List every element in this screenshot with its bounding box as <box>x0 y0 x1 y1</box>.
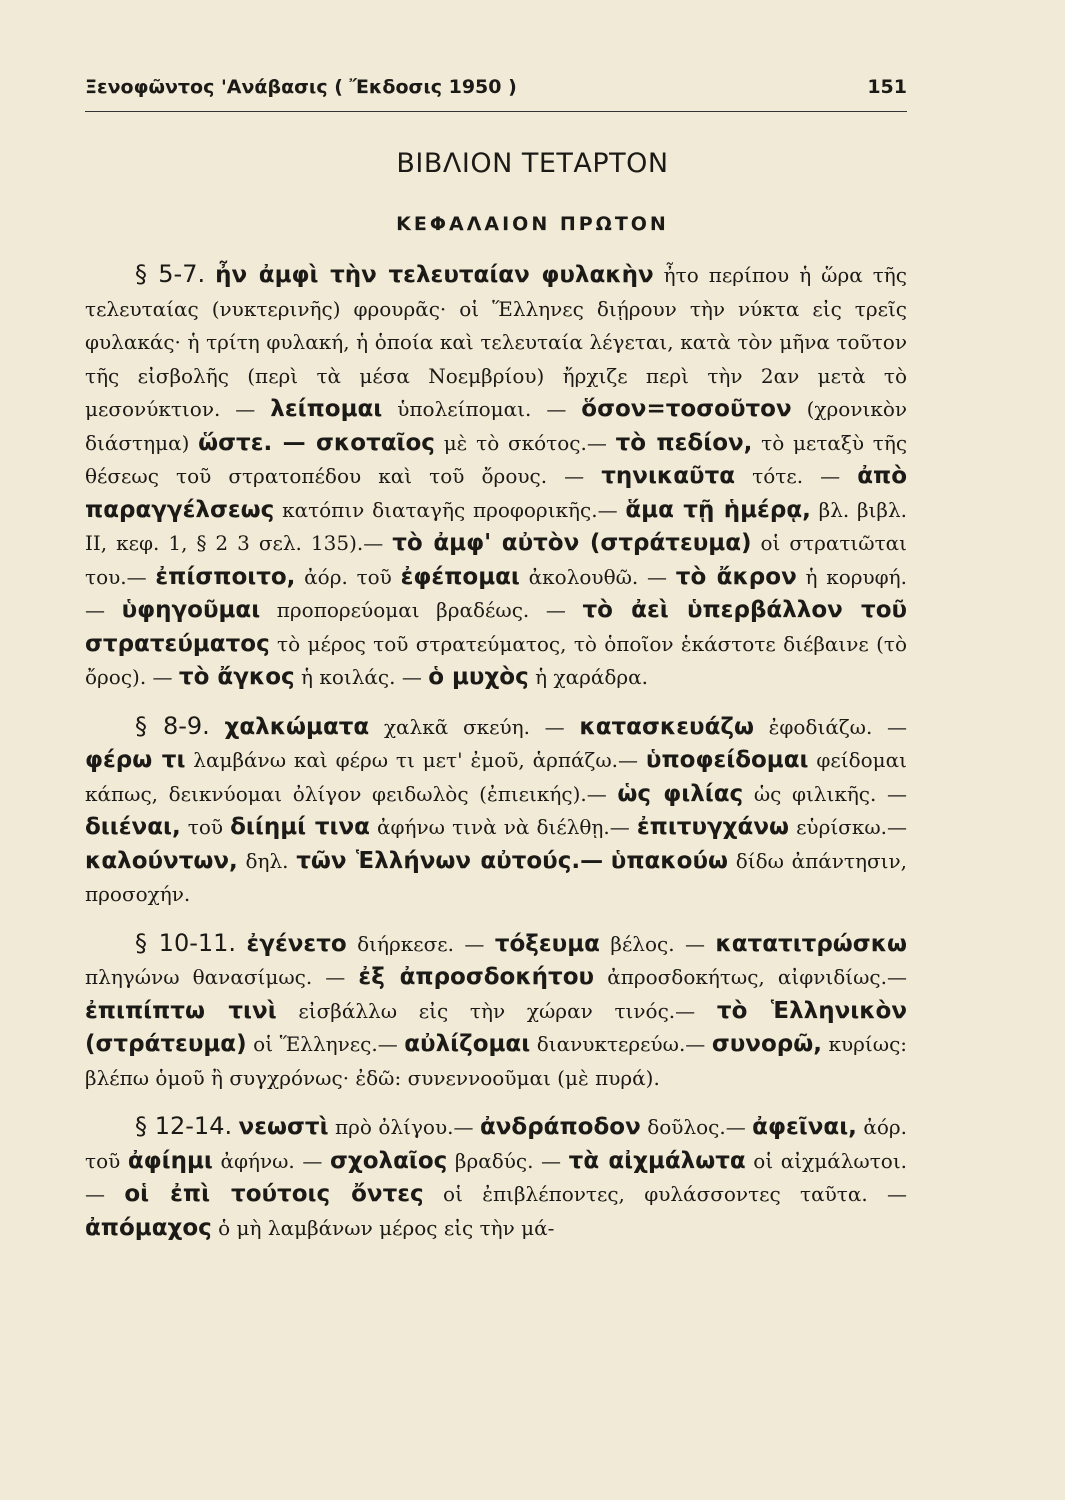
glossary-term: ὑφηγοῦμαι <box>121 597 261 623</box>
glossary-definition: (χρονικὸν διάστημα) <box>85 397 908 455</box>
running-head <box>85 76 907 98</box>
glossary-term: ὁ μυχὸς <box>428 664 529 690</box>
glossary-term: διίημί τινα <box>230 814 370 840</box>
glossary-term: τῶν Ἑλλήνων αὐτούς.— <box>296 847 604 874</box>
glossary-body <box>85 258 907 1260</box>
glossary-term: τόξευμα <box>494 930 600 957</box>
glossary-term: φέρω τι <box>85 747 186 773</box>
glossary-definition: ὡς φιλικῆς. — <box>753 781 907 806</box>
glossary-definition: ἡ κορυφή. — <box>85 564 908 622</box>
glossary-term: συνορῶ, <box>711 1031 822 1057</box>
glossary-term: αὐλίζομαι <box>404 1031 531 1057</box>
glossary-definition: πληγώνω θανασίμως. — <box>85 965 346 989</box>
glossary-definition: ἀόρ. τοῦ <box>304 564 392 589</box>
glossary-term: τὰ αἰχμάλωτα <box>568 1147 746 1174</box>
glossary-definition: ἀπροσδοκήτως, αἰφνιδίως.— <box>607 965 907 989</box>
glossary-term: τὸ ἄκρον <box>675 563 797 590</box>
glossary-definition: μὲ τὸ σκότος.— <box>443 430 607 455</box>
glossary-definition: βλ. βιβλ. II, κεφ. 1, § 2 3 σελ. 135).— <box>85 497 907 555</box>
glossary-term: ἀφίημι <box>127 1147 213 1174</box>
glossary-term: χαλκώματα <box>224 713 370 740</box>
glossary-term: ἦν ἀμφὶ τὴν τελευταίαν φυλακὴν <box>215 262 654 288</box>
glossary-definition: λαμβάνω καὶ φέρω τι μετ' ἐμοῦ, ἁρπάζω.— <box>193 748 639 772</box>
glossary-definition: εἰσβάλλω εἰς τὴν χώραν τινός.— <box>298 998 696 1023</box>
glossary-definition: ὑπολείπομαι. — <box>397 397 567 421</box>
glossary-definition: δηλ. <box>245 848 289 873</box>
glossary-term: σχολαῖος <box>329 1147 448 1174</box>
glossary-definition: οἱ στρατιῶται του.— <box>85 531 907 589</box>
glossary-term: ἀνδράποδον <box>479 1114 641 1140</box>
glossary-term: τὸ ἀμφ' αὐτὸν (στράτευμα) <box>392 530 752 556</box>
glossary-definition: διήρκεσε. — <box>357 931 485 956</box>
glossary-definition: οἱ Ἕλληνες.— <box>253 1032 398 1056</box>
glossary-definition: ἀόρ. τοῦ <box>85 1115 908 1173</box>
glossary-definition: ἀφήνω τινὰ νὰ διέλθῃ.— <box>377 815 630 839</box>
glossary-term: ἐγένετο <box>246 930 347 957</box>
glossary-term: κατατιτρώσκω <box>715 930 908 957</box>
glossary-term: ἀπόμαχος <box>85 1214 212 1241</box>
glossary-term: τὸ πεδίον, <box>615 429 753 456</box>
glossary-paragraph <box>85 927 907 1096</box>
glossary-term: καλούντων, <box>85 847 238 874</box>
glossary-definition: χαλκᾶ σκεύη. — <box>383 714 565 739</box>
glossary-definition: τοῦ <box>187 815 224 839</box>
glossary-term: ἐπιπίπτω τινὶ <box>85 997 277 1024</box>
glossary-paragraph <box>85 1110 907 1245</box>
glossary-definition: ἀκολουθῶ. — <box>528 564 668 589</box>
glossary-definition: τὸ μέρος τοῦ στρατεύματος, τὸ ὁποῖον ἑκάστοτε διέβαινε (τὸ ὄρος). — <box>85 631 907 689</box>
glossary-term: διιέναι, <box>85 814 181 840</box>
glossary-definition: κυρίως: βλέπω ὁμοῦ ἢ συγχρόνως· ἐδῶ: συνεννοοῦμαι (μὲ πυρά). <box>85 1032 908 1090</box>
section-marker: § 8-9. <box>135 711 210 740</box>
glossary-definition: ἐφοδιάζω. — <box>768 714 908 739</box>
glossary-term: ὑποφείδομαι <box>645 747 809 773</box>
glossary-term: ὅσον=τοσοῦτον <box>581 396 792 422</box>
glossary-definition: δίδω ἀπάντησιν, προσοχήν. <box>85 848 907 906</box>
glossary-definition: ἡ χαράδρα. <box>535 665 648 689</box>
page-number: 151 <box>867 76 907 98</box>
glossary-definition: πρὸ ὀλίγου.— <box>335 1115 474 1139</box>
glossary-term: ἐφέπομαι <box>400 563 520 590</box>
glossary-definition: ὁ μὴ λαμβάνων μέρος εἰς τὴν μά- <box>218 1215 555 1240</box>
glossary-definition: ἦτο περίπου ἡ ὥρα τῆς τελευταίας (νυκτερινῆς) φρουρᾶς· οἱ Ἕλληνες διῄρουν τὴν νύκτα εἰς τρεῖς φυλακάς· ἡ τρίτη φυλακή, ἡ ὁποία καὶ τελευταία λέγεται, κατὰ τὸν μῆνα τοῦτον τῆς εἰσβολῆς (περὶ τὰ μέσα Νοεμβρίου) ἤρχιζε περὶ τὴν 2αν μετὰ τὸ μεσονύκτιον. — <box>85 263 907 421</box>
running-head-title: Ξενοφῶντος 'Ανάβασις ( Ἔκδοσις 1950 ) <box>85 76 517 98</box>
glossary-definition: διανυκτερεύω.— <box>536 1032 706 1056</box>
glossary-definition: δοῦλος.— <box>647 1115 746 1139</box>
header-rule <box>85 111 907 112</box>
glossary-term: ὡς φιλίας <box>617 780 744 807</box>
glossary-term: τηνικαῦτα <box>601 463 736 489</box>
glossary-definition: οἱ αἰχμάλωτοι.— <box>85 1148 908 1206</box>
glossary-term: ὑπακούω <box>610 847 728 874</box>
glossary-term: ἐξ ἀπροσδοκήτου <box>358 964 595 990</box>
glossary-term: τὸ Ἑλληνικὸν (στράτευμα) <box>85 997 907 1057</box>
glossary-definition: βραδύς. — <box>454 1148 562 1173</box>
section-marker: § 5-7. <box>135 260 206 288</box>
glossary-definition: ἀφήνω. — <box>220 1148 323 1173</box>
glossary-term: ἅμα τῇ ἡμέρᾳ, <box>625 496 811 523</box>
glossary-definition: ἡ κοιλάς. — <box>301 665 422 689</box>
glossary-term: ἀπὸ παραγγέλσεως <box>85 463 907 523</box>
glossary-term: τὸ ἄγκος <box>178 664 295 690</box>
glossary-definition: εὑρίσκω.— <box>796 815 907 839</box>
section-marker: § 12-14. <box>135 1112 233 1140</box>
glossary-term: ἐπίσποιτο, <box>155 563 296 590</box>
glossary-term: τὸ ἀεὶ ὑπερβάλλον τοῦ στρατεύματος <box>85 597 908 657</box>
glossary-definition: τότε. — <box>752 464 841 488</box>
glossary-definition: τὸ μεταξὺ τῆς θέσεως τοῦ στρατοπέδου καὶ τοῦ ὄρους. — <box>85 430 908 488</box>
glossary-term: ἀφεῖναι, <box>752 1114 857 1140</box>
chapter-title: ΚΕΦΑΛΑΙΟΝ ΠΡΩΤΟΝ <box>396 213 669 235</box>
glossary-term: νεωστὶ <box>238 1114 329 1140</box>
glossary-term: ἐπιτυγχάνω <box>636 814 789 840</box>
glossary-definition: βέλος. — <box>610 931 705 956</box>
glossary-term: ὥστε. — σκοταῖος <box>198 429 435 456</box>
glossary-term: οἱ ἐπὶ τούτοις ὄντες <box>124 1181 424 1207</box>
book-title: ΒΙΒΛΙΟΝ ΤΕΤΑΡΤΟΝ <box>396 148 669 179</box>
glossary-term: κατασκευάζω <box>579 713 754 740</box>
glossary-definition: οἱ ἐπιβλέποντες, φυλάσσοντες ταῦτα. — <box>443 1182 908 1206</box>
glossary-definition: προπορεύομαι βραδέως. — <box>276 598 566 622</box>
glossary-paragraph <box>85 710 907 912</box>
glossary-definition: κατόπιν διαταγῆς προφορικῆς.— <box>282 497 618 522</box>
glossary-term: λείπομαι <box>270 396 383 422</box>
section-marker: § 10-11. <box>135 928 237 957</box>
glossary-paragraph <box>85 258 907 695</box>
glossary-definition: φείδομαι κάπως, δεικνύομαι ὀλίγον φειδωλὸς (ἐπιεικής).— <box>85 748 908 806</box>
